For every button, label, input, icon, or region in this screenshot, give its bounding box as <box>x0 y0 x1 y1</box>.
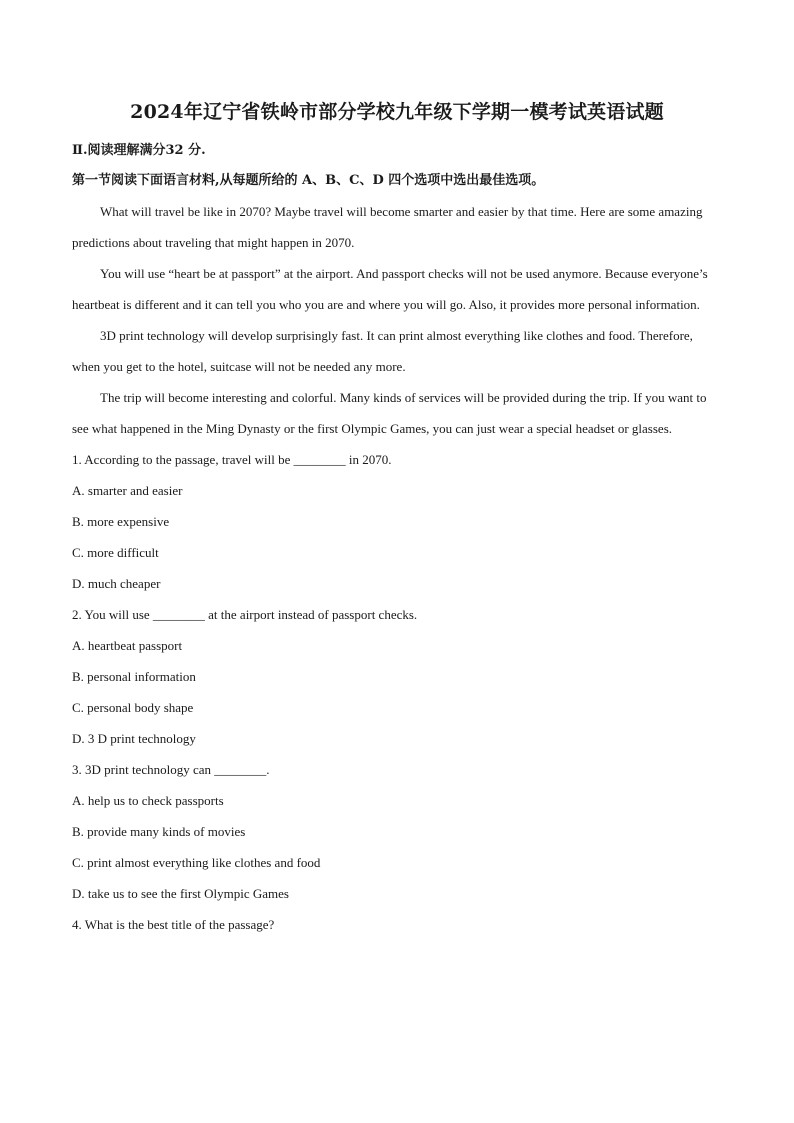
answer-option-c: C. print almost everything like clothes and food <box>72 855 321 870</box>
passage-paragraph: What will travel be like in 2070? Maybe travel will become smarter and easier by that time. Here are some amazing predictions about traveling that might happen in 2070. <box>72 204 703 250</box>
answer-option-a: A. heartbeat passport <box>72 638 183 653</box>
question-4 <box>72 909 724 940</box>
question-3 <box>72 754 724 909</box>
answer-option-d: D. 3 D print technology <box>72 731 196 746</box>
answer-option-a: A. smarter and easier <box>72 483 183 498</box>
question-stem: 3. 3D print technology can ________. <box>72 762 270 777</box>
answer-option-d: D. take us to see the first Olympic Games <box>72 886 289 901</box>
answer-option-b: B. provide many kinds of movies <box>72 824 246 839</box>
passage-paragraph: The trip will become interesting and colorful. Many kinds of services will be provided during the trip. If you want to see what happened in the Ming Dynasty or the first Olympic Games, you can just wear a special headset or glasses. <box>72 390 707 436</box>
question-2 <box>72 599 724 754</box>
answer-option-d: D. much cheaper <box>72 576 161 591</box>
answer-option-a: A. help us to check passports <box>72 793 224 808</box>
question-stem: 4. What is the best title of the passage? <box>72 917 275 932</box>
answer-option-b: B. personal information <box>72 669 196 684</box>
answer-option-c: C. more difficult <box>72 545 159 560</box>
passage-paragraph: 3D print technology will develop surprisingly fast. It can print almost everything like clothes and food. Therefore, when you get to the hotel, suitcase will not be needed any more. <box>72 328 693 374</box>
answer-option-b: B. more expensive <box>72 514 170 529</box>
reading-passage <box>72 196 724 940</box>
question-stem: 1. According to the passage, travel will be ________ in 2070. <box>72 452 392 467</box>
instruction-text: 第一节阅读下面语言材料,从每题所给的 A、B、C、D 四个选项中选出最佳选项。 <box>72 173 545 188</box>
question-stem: 2. You will use ________ at the airport instead of passport checks. <box>72 607 418 622</box>
section-heading: Ⅱ.阅读理解满分32 分. <box>72 143 206 158</box>
document-title: 2024年辽宁省铁岭市部分学校九年级下学期一模考试英语试题 <box>130 101 664 123</box>
answer-option-c: C. personal body shape <box>72 700 194 715</box>
question-1 <box>72 444 724 599</box>
passage-paragraph: You will use “heart be at passport” at the airport. And passport checks will not be used anymore. Because everyone’s heartbeat is different and it can tell you who you are and where you will go. Also, it provides more personal information. <box>72 266 708 312</box>
